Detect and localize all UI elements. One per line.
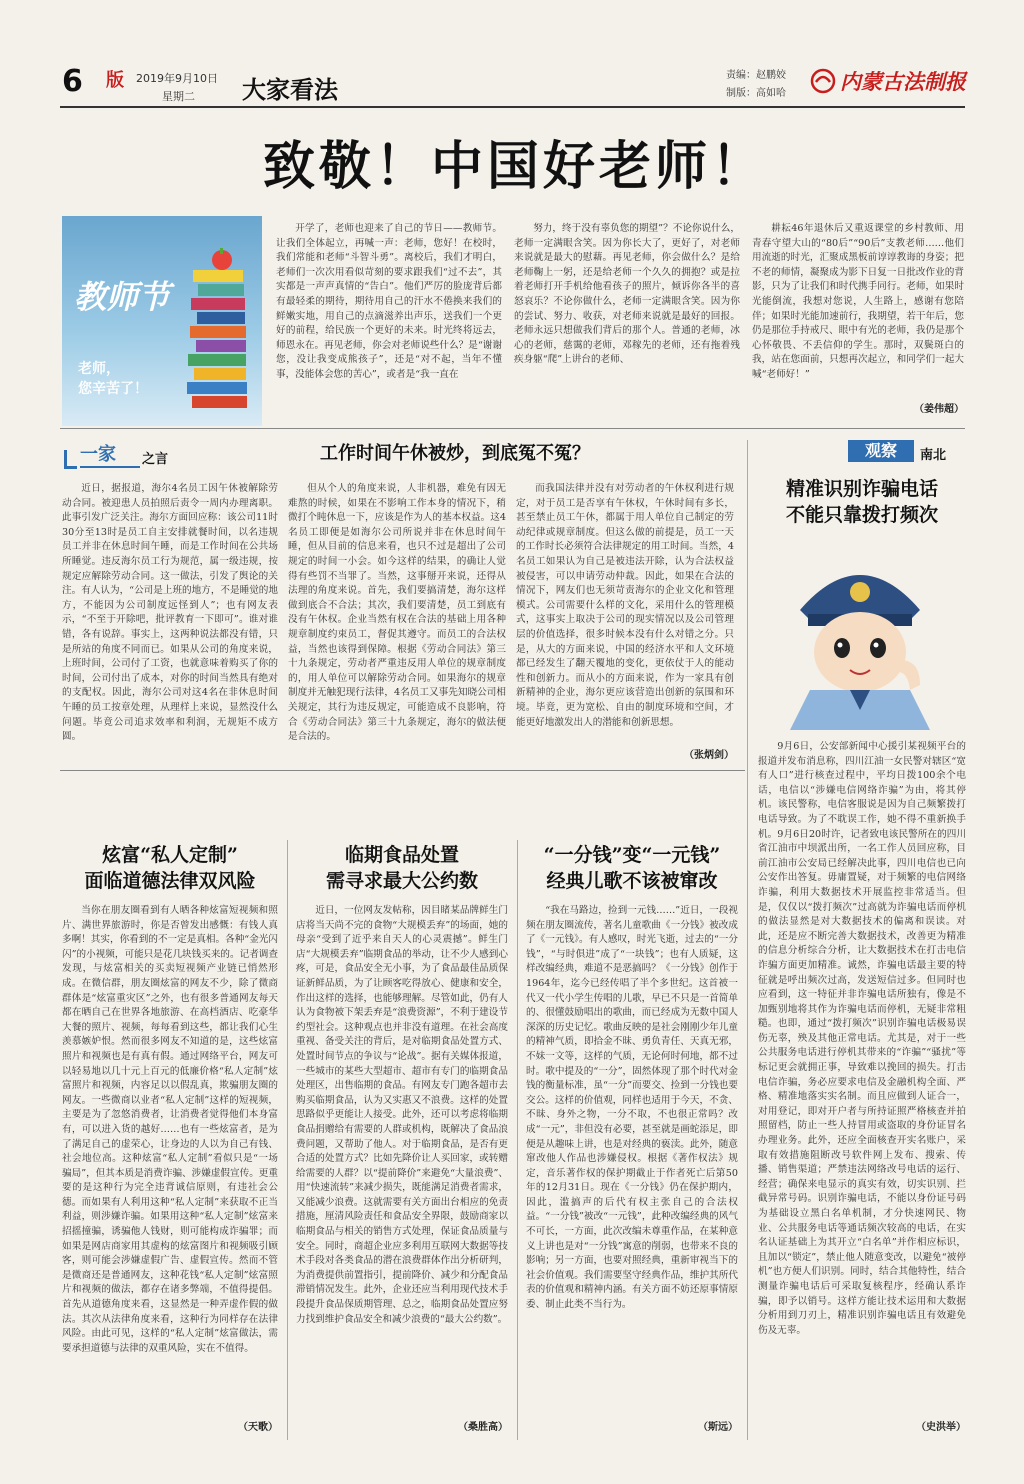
producer-credit: 制版：高如哈 (726, 88, 786, 99)
yijia-author: （张炳剑） (684, 750, 734, 761)
image-heading: 教师节 (74, 278, 171, 316)
image-caption-2: 您辛苦了！ (78, 381, 148, 397)
column-tag-yijia (64, 440, 184, 470)
column-tag-guancha (848, 440, 968, 470)
tribute-col-2: 努力，终于没有辜负您的期望”？不论你说什么，老师一定满眼含笑。因为你长大了，更好了，对老师来说就是最大的慰藉。再见老师，你会做什么？是给老师鞠上一躬，还是给老师一个久久的拥抱？或是拉着老师打开手机给他看孩子的照片，倾诉你各半的喜怒哀乐？不论你做什么，老师一定满眼含笑。因为你的尝试、努力、收获，对老师来说就是最好的回报。老师永远只想做我们背后的那个人。普通的老师，冰心的老师，慈霭的老师，邓稼先的老师，还有拖着残疾身躯“爬”上讲台的老师、 (514, 223, 740, 366)
art2-body: 近日，一位网友发帖称，因目睹某品牌鲜生门店将当天尚不完的食物“大规模丢弃”的场面，她的母亲“受到了近乎来自天人的心灵震撼”。鲜生门店“大规模丢弃”临期食品的举动，让不少人感到心疼，可是，食品安全无小事，为了食品最佳品质保证新鲜品质，为了让顾客吃得放心、健康和安全，作出这样的选择，也能够理解。尽管如此，仍有人认为食物被下架丢弃是“浪费资源”，不利于建设节约型社会。这种观点也并非没有道理。在社会高度重视、备受关注的背后，是对临期食品处置方式、处置时间节点的争议与“论战”。据有关媒体报道，一些城市的某些大型超市、超市有专门的临期食品处理区，出售临期的食品。有网友专门跑各超市去购买临期食品，认为又实惠又不浪费。这样的处置思路似乎更能让人接受。此外，还可以考虑将临期食品捐赠给有需要的人群或机构，既解决了食品浪费问题，又帮助了他人。对于临期食品，是否有更合适的处置方式？比如先降价让人买回家，或转赠给需要的人群？以“提前降价”来避免“大量浪费”、用“快速流转”来减少损失，既能满足消费者需求，又能减少浪费。这就需要有关方面出台相应的免责措施，厘清风险责任和食品安全界限，鼓励商家以临期食品与相关的销售方式处理，保证食品质量与安全。同时，商超企业应多利用互联网大数据等技术手段对各类食品的潜在浪费群体作出分析研判，为消费提供前置指引，提前降价、减少和分配食品滞销情况发生。此外，企业还应当利用现代技术手段提升食品保质期管理、总之，临期食品处置应努力找到维护食品安全和减少浪费的“最大公约数”。 (296, 905, 508, 1325)
tribute-col-1: 开学了，老师也迎来了自己的节日——教师节。让我们全体起立，再喊一声：老师，您好！在校时，我们常能和老师“斗智斗勇”。离校后，我们才明白，老师们一次次用看似苛刻的要求跟我们“过不去”，其实都是一声声真情的“告白”。他们严厉的脸庞背后都有最轻柔的期待，期待用自己的汗水不倦换来我们的鲜嫩实地，用自己的点滴滋养出声乐，送我们一个更好的前程，给民族一个更好的未来。时光终将远去，师恩永在。再见老师，你会对老师说些什么？是“谢谢您，没让我变成熊孩子”，还是“对不起，当年不懂事，没能体会您的苦心”，或者是“我一直在 (276, 223, 502, 380)
guancha-author: （史洪举） (916, 1422, 966, 1433)
art3-body: “我在马路边，捡到一元钱……”近日，一段视频在朋友圈流传，著名儿童歌曲《一分钱》被改成了《一元钱》。有人感叹，时光飞逝，过去的“一分钱”，“与时俱进”成了“一块钱”；也有人质疑，这样改编经典，难道不是恶搞吗？《一分钱》创作于1964年，迄今已经传唱了半个多世纪。这首被一代又一代小学生传唱的儿歌，早已不只是一首简单的、很懂鼓励唱出的歌曲，而已经成为无数中国人深深的历史记忆。歌曲反映的是社会刚刚少年儿童的精神气质，即拾金不昧、勇负青任、天真无邪，不妹一文等，这样的气质，无论何时何地，都不过时。歌中提及的“一分”，固然体现了那个时代对金钱的衡量标准，虽“一分”而要交、捡到一分钱也要交公。这样的价值观，同样也适用于今天，不贪、不昧、身外之物，一分不取，不也很正常吗？改成“一元”，非但没有必要，甚至就是画蛇添足，即便是从趣味上讲，也是对经典的亵渎。此外，随意窜改他人作品也涉嫌侵权。根据《著作权法》规定，音乐著作权的保护期截止于作者死亡后第50年的12月31日。现在《一分钱》仍在保护期内，因此，滥搞声的后代有权主张自己的合法权益。“一分钱”被改“一元钱”，此种改编经典的风气不可长，一方面，此次改编未尊重作品，在某种意义上讲也是对“一分钱”寓意的削弱，也带来不良的影响；另一方面，也要对照经典，重新审视当下的社会价值观。我们需要坚守经典作品，维护其所代表的价值观和精神内涵。有关方面不妨还原事情原委、制止此类不当行为。 (526, 905, 738, 1311)
paper-logo-icon (810, 68, 836, 94)
yijia-col-2: 但从个人的角度来说，人非机器，难免有因无难熬的时候，如果在不影响工作本身的情况下，稍微打个盹休息一下，应该是作为人的基本权益。这4名员工即便是如海尔公司所说并非在休息时间午睡，但从目前的信息来看，也只不过是超出了公司规定的时间一小会。如今这样的结果，的确让人觉得有些罚不当罪了。当然，这事掰开来说，还得从法理的角度来说。首先，我们要搞清楚，海尔这样做到底合不合法；其次，我们要清楚，员工到底有没有午休权。企业当然有权在合法的基础上用各种规章制度约束员工，督促其遵守。而员工的合法权益，当然也该得到保障。根据《劳动合同法》第三十九条规定，劳动者严重违反用人单位的规章制度的，用人单位可以解除劳动合同。如果海尔的规章制度并无触犯现行法律，4名员工又事先知晓公司相关规定，其行为违反规定，可能造成不良影响，符合《劳动合同法》第三十九条规定，海尔的做法便是合法的。 (288, 483, 506, 743)
image-caption-1: 老师， (78, 361, 120, 377)
bracket-icon (64, 450, 77, 469)
teacher-day-image (62, 216, 262, 426)
issue-date: 2019年9月10日 (136, 72, 218, 85)
ban-label: 版 (106, 70, 124, 91)
yijia-col-3: 而我国法律并没有对劳动者的午休权利进行规定，对于员工是否享有午休权，午休时间有多长，甚至禁止员工午休，都属于用人单位自己制定的劳动纪律或规章制度。但这么做的前提是，员工一天的工作时长必须符合法律规定的用工时间。当然，4名员工如果认为自己是被违法开除，认为合法权益被侵害，可以申请劳动仲裁。因此，如果在合法的情况下，网友们也无须苛责海尔的企业文化和管理模式。公司需要什么样的文化，采用什么的管理模式，这事实上取决于公司的现实情况以及公司管理层的价值选择，很多时候本没有什么对错之分。只是，从大的方面来说，中国的经济水平和人文环境都已经发生了翻天覆地的变化，更依仗于人的能动性和创新力。而从小的方面来说，作为一家具有创新精神的企业，海尔更应该营造出创新的氛围和环境。毕竟，更为宽松、自由的制度环境和空间，才能更好地激发出人的潜能和创新思想。 (516, 483, 734, 728)
main-title: 致敬！中国好老师！ (262, 136, 767, 197)
paper-name: 内蒙古法制报 (840, 69, 966, 94)
police-cartoon-image (770, 540, 950, 730)
guancha-tag-main: 观察 (848, 440, 914, 462)
guancha-title-2: 不能只靠拨打频次 (785, 504, 938, 526)
guancha-tag-sub: 南北 (920, 448, 947, 463)
art2-title-1: 临期食品处置 (344, 844, 459, 866)
art3-title-1: “一分钱”变“一元钱” (543, 844, 721, 866)
yijia-title: 工作时间午休被炒，到底冤不冤？ (320, 443, 590, 464)
art1-title-1: 炫富“私人定制” (102, 844, 238, 866)
yijia-col-1: 近日，据报道，海尔4名员工因午休被解除劳动合同。被迎患人员拍照后责令一周内办理离职。此事引发广泛关注。海尔方面回应称：该公司11时30分至13时是员工自主安排就餐时间，以名违规员工并非在休息时间午睡，而是工作时间在公共场所睡觉。违反海尔员工行为规范，属一级违规，按规定应解除劳动合同。这一做法，引发了舆论的关注。有人认为，“公司是上班的地方，不是睡觉的地方，不能因为公司制度远怪到人”；也有网友表示，“不至于开除吧，批评教育一下即可”。谁对谁错，各有说辞。事实上，这两种说法都没有错，只是所站的角度不同而已。如果从公司的角度来说，上班时间，公司付了工资，也就意味着购买了你的时间，公司付出了成本，对你的时间当然具有绝对的支配权。因此，海尔公司对这4名在非休息时间午睡的员工按章处理，从理样上来说，显然没什么问题。毕竟公司追求效率和利润，无规矩不成方圆。 (62, 483, 278, 743)
issue-weekday: 星期二 (162, 90, 195, 103)
tribute-col-3: 耕耘46年退休后又重返课堂的乡村教师、用青春守望大山的“80后”“90后”支教老师……他们用流逝的时光，汇聚成黑板前谆谆教诲的身姿；把不老的师情，凝聚成为影下日复一日批改作业的背影，只为了让我们和时代携手同行。老师，如果时光能倒流，我想对您说，人生路上，感谢有您陪伴；如果时光能加速前行，我期望，若干年后，您仍是那位手持戒尺、眼中有光的老师，我仍是那个心怀敬畏、不丢信仰的学生。那时，双鬓斑白的我，站在您面前，只想再次起立，和同学们一起大喊“老师好！” (752, 223, 964, 380)
page-number: 6 (62, 64, 83, 99)
art2-author: （桑胜高） (458, 1422, 508, 1433)
tribute-author: （姜伟超） (914, 404, 964, 415)
section-title: 大家看法 (242, 76, 338, 104)
art1-author: （天歌） (238, 1422, 278, 1433)
guancha-title-1: 精准识别诈骗电话 (785, 478, 938, 500)
art1-title-2: 面临道德法律双风险 (84, 870, 256, 892)
page-header (62, 62, 966, 106)
art2-title-2: 需寻求最大公约数 (325, 870, 478, 892)
yijia-tag-main: 一家 (80, 440, 140, 468)
art1-body: 当你在朋友圈看到有人晒各种炫富短视频和照片、满世界旅游时，你是否曾发出感慨：有钱人真多啊！其实，你看到的不一定是真相。各种“金光闪闪”的小视频，可能只是花几块钱买来的。记者调查发现，与炫富相关的买卖短视频产业链已悄然形成。在微信群，朋友圈炫富的网友不少，除了微商群体是“炫富重灾区”之外，也有很多普通网友每天都在晒自己在世界各地旅游、在高档酒店、吃豪华大餐的照片、视频，每每看到这些，都让我们心生羡慕嫉妒恨。然而很多网友不知道的是，这些炫富照片和视频也是有真有假。通过网络平台，网友可以轻易地以几十元上百元的低廉价格“私人定制”炫富照片和视频，内容足以以假乱真，欺骗朋友圈的网友。一些微商以业者“私人定制”这样的短视频，主要是为了忽悠消费者，让消费者觉得他们本身富有，可以进入货的越好……也有一些炫富者，是为了满足自己的虚荣心，让身边的人以为自己有钱、社会地位高。这种炫富“私人定制”看似只是“一场骗局”，但其本质是消费诈骗、涉嫌虚假宣传。更重要的是这种行为完全违背诚信原则，有违社会公德。而如果有人利用这种“私人定制”来获取不正当利益，则涉嫌诈骗。如果用这种“私人定制”炫富来招摇撞骗，诱骗他人钱财，则可能构成诈骗罪；而如果是网店商家用其虚构的炫富图片和视频吸引顾客，则可能会涉嫌虚假广告、虚假宣传。然而不管是微商还是普通网友，这种花钱“私人定制”炫富照片和视频的做法，都存在诸多弊端，不值得提倡。首先从道德角度来看，这显然是一种弄虚作假的做法。其次从法律角度来看，这种行为同样存在法律风险。由此可见，这样的“私人定制”炫富做法，需要承担道德与法律的双重风险，实在不值得。 (62, 905, 278, 1354)
guancha-body: 9月6日，公安部新闻中心援引某视频平台的报道并发布消息称，四川江油一女民警对辖区“宽有人口”进行核查过程中，平均日拨100余个电话，电信以“涉嫌电信网络诈骗”为由，将其停机。该民警称，电信客服说是因为自己频繁拨打电话导致。为了不耽误工作，她不得不重新换手机。9月6日20时许，记者致电该民警所在的四川省江油市中坝派出所，一名工作人员回应称，目前江油市公安局已经解决此事，四川电信也已向公安作出答复。毋庸置疑，对于频繁的电信网络诈骗，利用大数据技术开展监控非常适当。但是，仅仅以“拨打频次”过高就为诈骗电话而停机的做法显然是对大数据技术的偏离和误读。对此，还是应不断完善大数据技术，改善更为精准的信息分析综合分析，让大数据技术在打击电信诈骗方面更加精准。诚然，诈骗电话最主要的特征就是呼出频次过高，发送短信过多。但同时也应看到，这一特征并非诈骗电话所独有，像是不加甄别地将其作为诈骗电话而停机，无疑非常粗糙。也即，通过“拨打频次”识别诈骗电话极易误伤无辜，殃及其他正常电话。尤其是，对于一些公共服务电话进行停机其带来的“诈骗”“骚扰”等标记更会就拥正事，导致难以挽回的损失。打击电信诈骗，务必应要求电信及金融机构全面、严格、精准地落实实名制。而且应做到人证合一，对用登记，即对开户者与所持证照严格核查并拍照留档，防止一些人持冒用或盗取的身份证冒名办理业务。此外，还应全面核查开实名账户，采取有效措施阻断改号软件网上发布、搜索、传播、销售渠道；严禁违法网络改号电话的运行、经营；确保来电显示的真实有效，切实识别、拦截异常号码。识别诈骗电话，不能以身份证号码为基础设立黑白名单机制，才分快速网民、物业、公共服务电话等通话频次较高的电话，在实名认证基础上为其开立“白名单”并作相应标识，且加以“锁定”，禁止他人随意变改，以避免“被停机”也方便人们识别。同时，结合其他特性，结合测量诈骗电话后可采取复核程序，经确认系诈骗，即予以销号。这样方能让技术运用和大数据分析用到刀刃上，精准识别诈骗电话且有效避免伤及无辜。 (758, 741, 966, 1336)
art3-author: （斯远） (698, 1422, 738, 1433)
yijia-tag-sub: 之言 (142, 452, 169, 467)
art3-title-2: 经典儿歌不该被窜改 (546, 870, 718, 892)
editor-credit: 责编：赵鹏姣 (726, 70, 786, 81)
